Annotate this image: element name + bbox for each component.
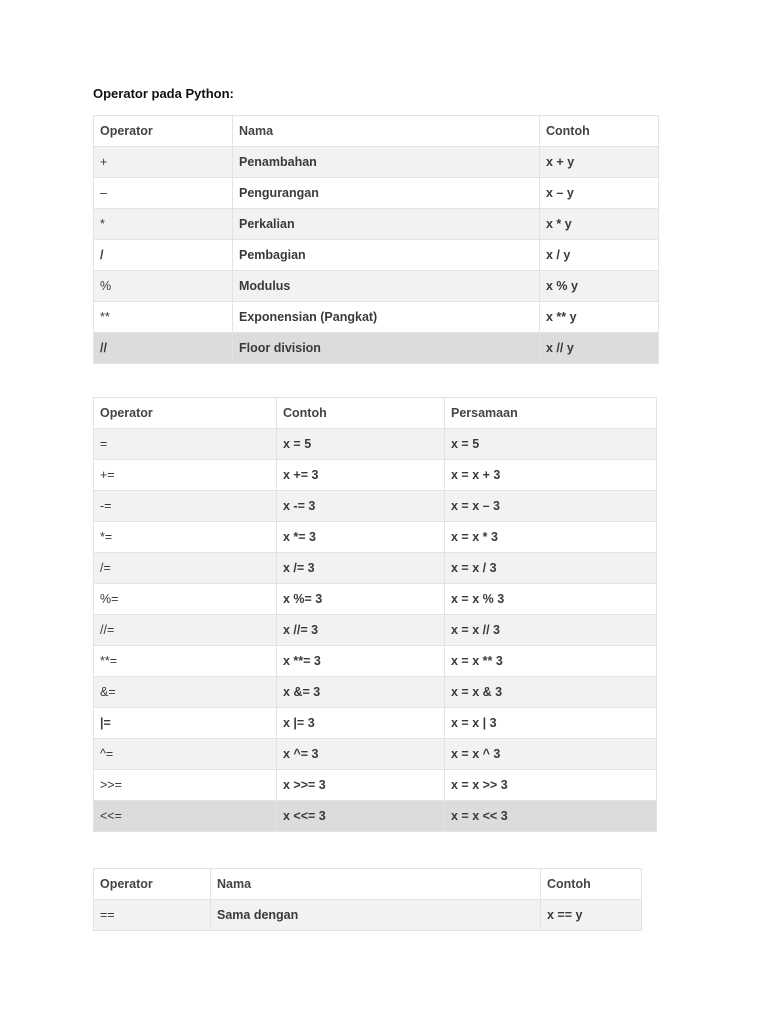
operator-cell: ^= xyxy=(94,739,277,770)
operator-cell: – xyxy=(94,178,233,209)
operator-cell: % xyxy=(94,271,233,302)
page-heading: Operator pada Python: xyxy=(93,86,234,101)
operator-cell: //= xyxy=(94,615,277,646)
operator-cell: /= xyxy=(94,553,277,584)
table-row xyxy=(94,429,657,460)
equivalent-cell: x = x + 3 xyxy=(445,460,657,491)
example-cell: x ^= 3 xyxy=(277,739,445,770)
operator-cell: * xyxy=(94,209,233,240)
example-cell: x == y xyxy=(541,900,642,931)
equivalent-cell: x = x – 3 xyxy=(445,491,657,522)
table-header-row xyxy=(94,398,657,429)
operator-cell: %= xyxy=(94,584,277,615)
name-cell: Pengurangan xyxy=(233,178,540,209)
equivalent-cell: x = 5 xyxy=(445,429,657,460)
column-header: Contoh xyxy=(540,116,659,147)
name-cell: Perkalian xyxy=(233,209,540,240)
example-cell: x % y xyxy=(540,271,659,302)
table-header-row xyxy=(94,869,642,900)
name-cell: Sama dengan xyxy=(211,900,541,931)
example-cell: x //= 3 xyxy=(277,615,445,646)
table-row xyxy=(94,147,659,178)
table-row xyxy=(94,770,657,801)
example-cell: x – y xyxy=(540,178,659,209)
table-row xyxy=(94,708,657,739)
example-cell: x = 5 xyxy=(277,429,445,460)
equivalent-cell: x = x / 3 xyxy=(445,553,657,584)
column-header: Contoh xyxy=(277,398,445,429)
table-row xyxy=(94,178,659,209)
operator-cell: <<= xyxy=(94,801,277,832)
table-row xyxy=(94,491,657,522)
table-row xyxy=(94,240,659,271)
example-cell: x %= 3 xyxy=(277,584,445,615)
table-row xyxy=(94,677,657,708)
operator-cell: + xyxy=(94,147,233,178)
table-row xyxy=(94,615,657,646)
operator-cell: &= xyxy=(94,677,277,708)
equivalent-cell: x = x * 3 xyxy=(445,522,657,553)
table-row xyxy=(94,333,659,364)
name-cell: Modulus xyxy=(233,271,540,302)
column-header: Persamaan xyxy=(445,398,657,429)
operator-cell: // xyxy=(94,333,233,364)
equivalent-cell: x = x % 3 xyxy=(445,584,657,615)
table-row xyxy=(94,646,657,677)
table-row xyxy=(94,584,657,615)
example-cell: x |= 3 xyxy=(277,708,445,739)
name-cell: Floor division xyxy=(233,333,540,364)
equivalent-cell: x = x ^ 3 xyxy=(445,739,657,770)
operator-cell: -= xyxy=(94,491,277,522)
equivalent-cell: x = x | 3 xyxy=(445,708,657,739)
table-row xyxy=(94,801,657,832)
operator-cell: / xyxy=(94,240,233,271)
example-cell: x + y xyxy=(540,147,659,178)
table-row xyxy=(94,739,657,770)
example-cell: x ** y xyxy=(540,302,659,333)
equivalent-cell: x = x // 3 xyxy=(445,615,657,646)
comparison-operators-table xyxy=(93,868,642,931)
example-cell: x * y xyxy=(540,209,659,240)
table-row xyxy=(94,209,659,240)
assignment-operators-table xyxy=(93,397,657,832)
table-row xyxy=(94,460,657,491)
column-header: Contoh xyxy=(541,869,642,900)
example-cell: x *= 3 xyxy=(277,522,445,553)
operator-cell: **= xyxy=(94,646,277,677)
table-row xyxy=(94,302,659,333)
example-cell: x <<= 3 xyxy=(277,801,445,832)
column-header: Operator xyxy=(94,116,233,147)
name-cell: Penambahan xyxy=(233,147,540,178)
equivalent-cell: x = x & 3 xyxy=(445,677,657,708)
table-row xyxy=(94,522,657,553)
name-cell: Exponensian (Pangkat) xyxy=(233,302,540,333)
arithmetic-operators-table xyxy=(93,115,659,364)
example-cell: x += 3 xyxy=(277,460,445,491)
operator-cell: = xyxy=(94,429,277,460)
example-cell: x **= 3 xyxy=(277,646,445,677)
name-cell: Pembagian xyxy=(233,240,540,271)
operator-cell: ** xyxy=(94,302,233,333)
example-cell: x -= 3 xyxy=(277,491,445,522)
table-row xyxy=(94,900,642,931)
example-cell: x // y xyxy=(540,333,659,364)
column-header: Nama xyxy=(211,869,541,900)
operator-cell: >>= xyxy=(94,770,277,801)
operator-cell: == xyxy=(94,900,211,931)
example-cell: x / y xyxy=(540,240,659,271)
example-cell: x &= 3 xyxy=(277,677,445,708)
column-header: Nama xyxy=(233,116,540,147)
table-row xyxy=(94,553,657,584)
operator-cell: |= xyxy=(94,708,277,739)
table-header-row xyxy=(94,116,659,147)
table-row xyxy=(94,271,659,302)
operator-cell: *= xyxy=(94,522,277,553)
equivalent-cell: x = x << 3 xyxy=(445,801,657,832)
operator-cell: += xyxy=(94,460,277,491)
column-header: Operator xyxy=(94,869,211,900)
example-cell: x >>= 3 xyxy=(277,770,445,801)
equivalent-cell: x = x >> 3 xyxy=(445,770,657,801)
column-header: Operator xyxy=(94,398,277,429)
example-cell: x /= 3 xyxy=(277,553,445,584)
equivalent-cell: x = x ** 3 xyxy=(445,646,657,677)
